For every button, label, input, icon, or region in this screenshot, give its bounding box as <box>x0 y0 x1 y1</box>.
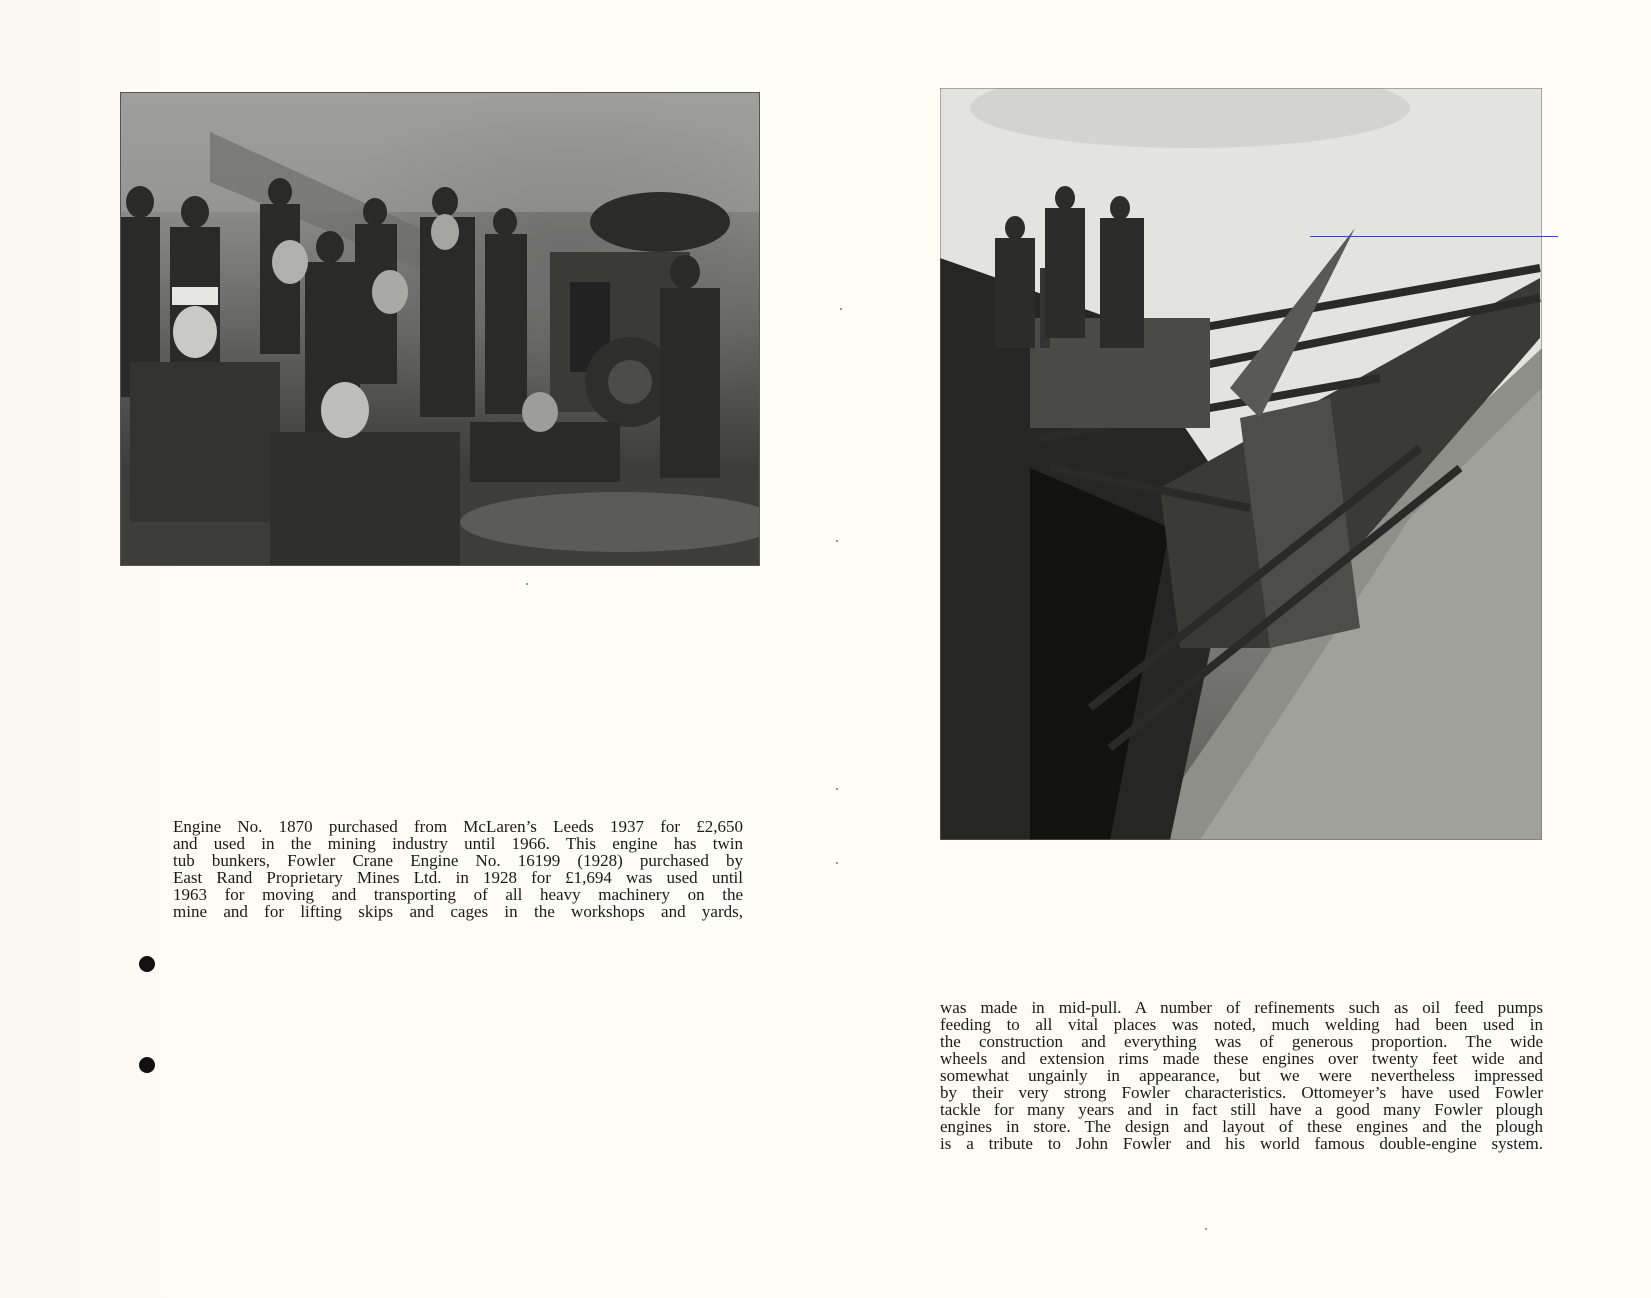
right-caption-line: by their very strong Fowler characteristics. Ottomeyer’s have used Fowler <box>940 1083 1543 1102</box>
left-caption <box>173 818 743 920</box>
right-caption-line: is a tribute to John Fowler and his world famous double-engine system. <box>940 1134 1543 1153</box>
left-caption-line: and used in the mining industry until 1966. This engine has twin <box>173 834 743 853</box>
page-speck <box>1205 1228 1207 1230</box>
right-caption-line: the construction and everything was of generous proportion. The wide <box>940 1032 1543 1051</box>
soldiers-photo-illustration <box>120 92 760 566</box>
left-caption-line: East Rand Proprietary Mines Ltd. in 1928 for £1,694 was used until <box>173 868 743 887</box>
binder-hole <box>139 1057 155 1073</box>
right-caption-line: tackle for many years and in fact still have a good many Fowler plough <box>940 1100 1543 1119</box>
left-caption-line: mine and for lifting skips and cages in the workshops and yards, <box>173 902 743 921</box>
page-speck <box>840 308 842 310</box>
plough-photo <box>940 88 1542 840</box>
right-caption-line: somewhat ungainly in appearance, but we were nevertheless impressed <box>940 1066 1543 1085</box>
right-caption-line: was made in mid-pull. A number of refinements such as oil feed pumps <box>940 998 1543 1017</box>
page-speck <box>836 862 838 864</box>
right-caption-line: wheels and extension rims made these engines over twenty feet wide and <box>940 1049 1543 1068</box>
right-caption <box>940 999 1543 1152</box>
page-speck <box>526 583 528 585</box>
page-speck <box>836 788 838 790</box>
blue-rule-mark <box>1310 236 1558 237</box>
left-caption-line: Engine No. 1870 purchased from McLaren’s Leeds 1937 for £2,650 <box>173 817 743 836</box>
right-caption-line: engines in store. The design and layout of these engines and the plough <box>940 1117 1543 1136</box>
left-caption-line: 1963 for moving and transporting of all heavy machinery on the <box>173 885 743 904</box>
left-caption-line: tub bunkers, Fowler Crane Engine No. 16199 (1928) purchased by <box>173 851 743 870</box>
plough-photo-illustration <box>940 88 1542 840</box>
page-speck <box>836 540 838 542</box>
binder-hole <box>139 956 155 972</box>
right-caption-line: feeding to all vital places was noted, much welding had been used in <box>940 1015 1543 1034</box>
soldiers-photo <box>120 92 760 566</box>
